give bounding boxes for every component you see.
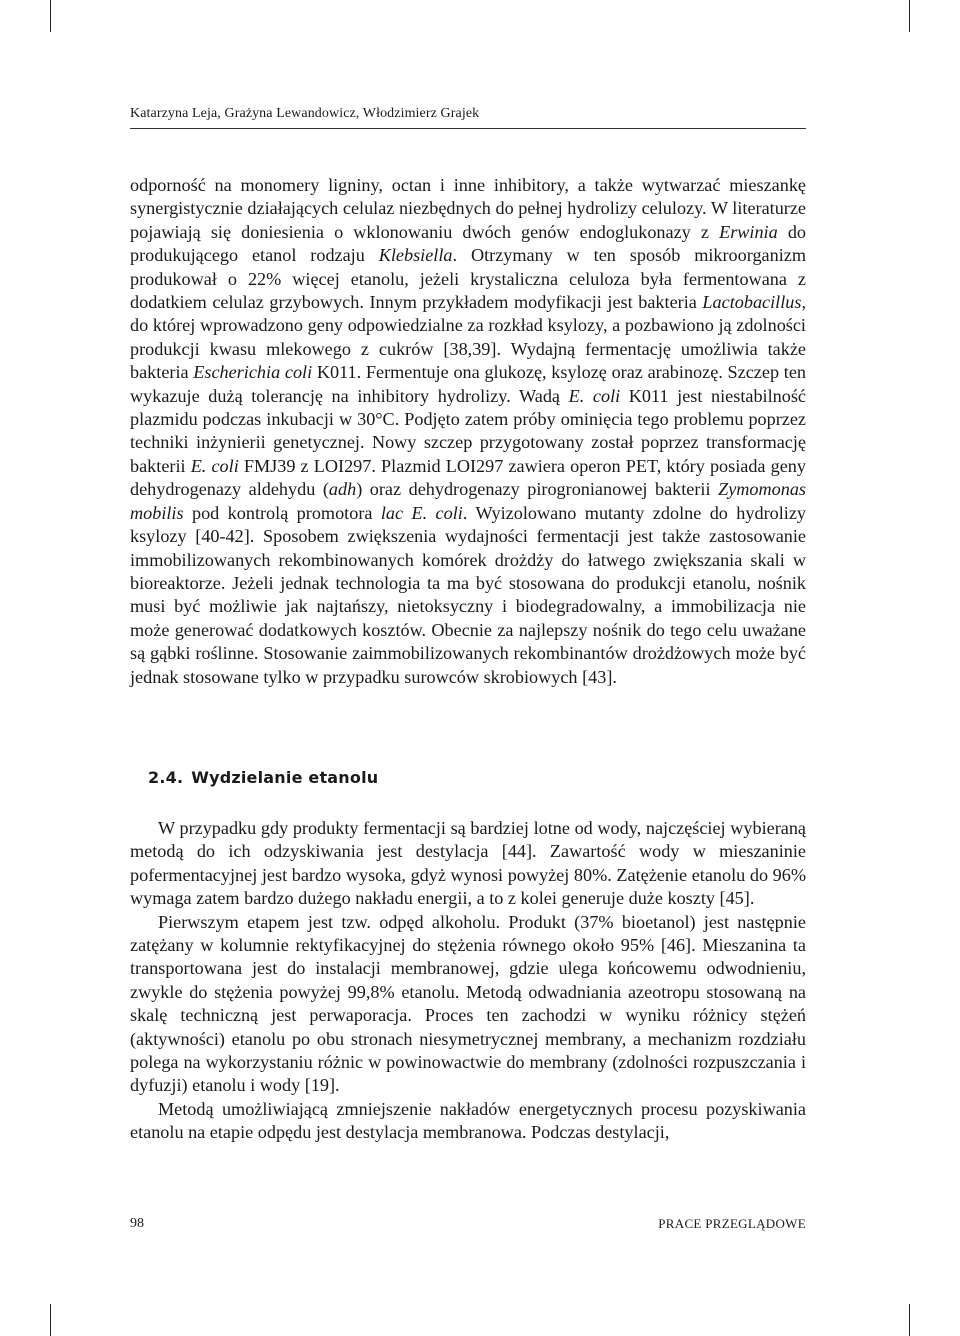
text-run: FMJ39 z LOI297. Plazmid LOI297 zawiera operon PET, który posiada geny dehydrogenazy aldehydu ( — [130, 455, 806, 500]
italic-term: adh — [328, 479, 357, 500]
italic-term: E. coli — [568, 385, 621, 406]
paragraph: W przypadku gdy produkty fermentacji są bardziej lotne od wody, najczęściej wybieraną metodą do ich odzyskiwania jest destylacja [44]. Zawartość wody w mieszaninie pofermentacyjnej jest bardzo wysoka, gdyż wynosi powyżej 80%. Zatężenie etanolu do 96% wymaga zatem bardzo dużego nakładu energii, a to z kolei generuje duże koszty [45]. — [130, 818, 806, 909]
text-run: K011 jest niestabilność plazmidu podczas inkubacji w 30°C. Podjęto zatem próby ominięcia tego problemu poprzez techniki inżynierii genetycznej. Nowy szczep przygotowany został poprzez transformację bakterii — [130, 385, 806, 476]
section-title: Wydzielanie etanolu — [191, 768, 379, 787]
text-run: . Otrzymany w ten sposób mikroorganizm produkował o 22% więcej etanolu, jeżeli krystaliczna celuloza była fermentowana z dodatkiem celulaz grzybowych. Innym przykładem modyfikacji jest bakteria — [130, 245, 806, 313]
section-number: 2.4. — [148, 768, 184, 787]
crop-mark — [909, 1304, 910, 1336]
text-run: . Wyizolowano mutanty zdolne do hydrolizy ksylozy [40-42]. Sposobem zwiększenia wydajności fermentacji jest także zastosowanie immobilizowanych rekombinowanych komórek drożdży do łatwego zwiększania skali w bioreaktorze. Jeżeli jednak technologia ta ma być stosowana do produkcji etanolu, nośnik musi być możliwie jak najtańszy, nietoksyczny i biodegradowalny, a immobilizacja nie może generować dodatkowych kosztów. Obecnie za najlepszy nośnik do tego celu uważane są gąbki roślinne. Stosowanie zaimmobilizowanych rekombinantów drożdżowych może być jednak stosowane tylko w przypadku surowców skrobiowych [43]. — [130, 502, 806, 687]
italic-term: Erwinia — [719, 221, 778, 242]
paragraph: Metodą umożliwiającą zmniejszenie nakładów energetycznych procesu pozyskiwania etanolu na etapie odpędu jest destylacja membranowa. Podczas destylacji, — [130, 1098, 806, 1143]
text-run: do produkującego etanol rodzaju — [130, 221, 807, 266]
paragraph — [130, 174, 806, 689]
section-heading — [148, 768, 378, 787]
italic-term: Escherichia coli — [193, 362, 313, 383]
text-run: odporność na monomery ligniny, octan i inne inhibitory, a także wytwarzać mieszankę synergistycznie działających celulaz niezbędnych do pełnej hydrolizy celulozy. W literaturze pojawiają się doniesienia o wklonowaniu dwóch genów endoglukonazy z — [130, 175, 806, 242]
italic-term: lac E. coli — [380, 502, 463, 523]
crop-mark — [50, 1304, 51, 1336]
crop-mark — [50, 0, 51, 32]
body-text-block — [130, 174, 806, 689]
paragraph: Pierwszym etapem jest tzw. odpęd alkoholu. Produkt (37% bioetanol) jest następnie zatężany w kolumnie rektyfikacyjnej do stężenia równego około 95% [46]. Mieszanina ta transportowana jest do instalacji membranowej, gdzie ulega końcowemu odwodnieniu, zwykle do stężenia powyżej 99,8% etanolu. Metodą odwadniania azeotropu stosowaną na skalę techniczną jest perwaporacja. Proces ten zachodzi w wyniku różnicy stężeń (aktywności) etanolu po obu stronach niesymetrycznej membrany, a mechanizm rozdziału polega na wykorzystaniu różnic w powinowactwie do membrany (zdolności rozpuszczania i dyfuzji) etanolu i wody [19]. — [130, 911, 806, 1096]
text-run: pod kontrolą promotora — [183, 502, 381, 523]
body-text-block — [130, 817, 806, 1145]
italic-term: Lactobacillus — [702, 292, 802, 313]
italic-term: Klebsiella — [378, 245, 453, 266]
italic-term: E. coli — [190, 455, 239, 476]
text-run: , do której wprowadzono geny odpowiedzialne za rozkład ksylozy, a pozbawiono ją zdolności produkcji kwasu mlekowego z cukrów [38,39]. Wydajną fermentację umożliwia także bakteria — [130, 292, 806, 383]
text-run: ) oraz dehydrogenazy pirogronianowej bakterii — [356, 479, 719, 500]
running-head: Katarzyna Leja, Grażyna Lewandowicz, Włodzimierz Grajek — [130, 106, 806, 129]
text-run: K011. Fermentuje ona glukozę, ksylozę oraz arabinozę. Szczep ten wykazuje dużą tolerancję na inhibitory hydrolizy. Wadą — [130, 362, 806, 406]
crop-mark — [909, 0, 910, 32]
journal-name: PRACE PRZEGLĄDOWE — [658, 1216, 806, 1231]
page-number: 98 — [130, 1216, 144, 1231]
italic-term: Zymomonas mobilis — [130, 479, 806, 523]
